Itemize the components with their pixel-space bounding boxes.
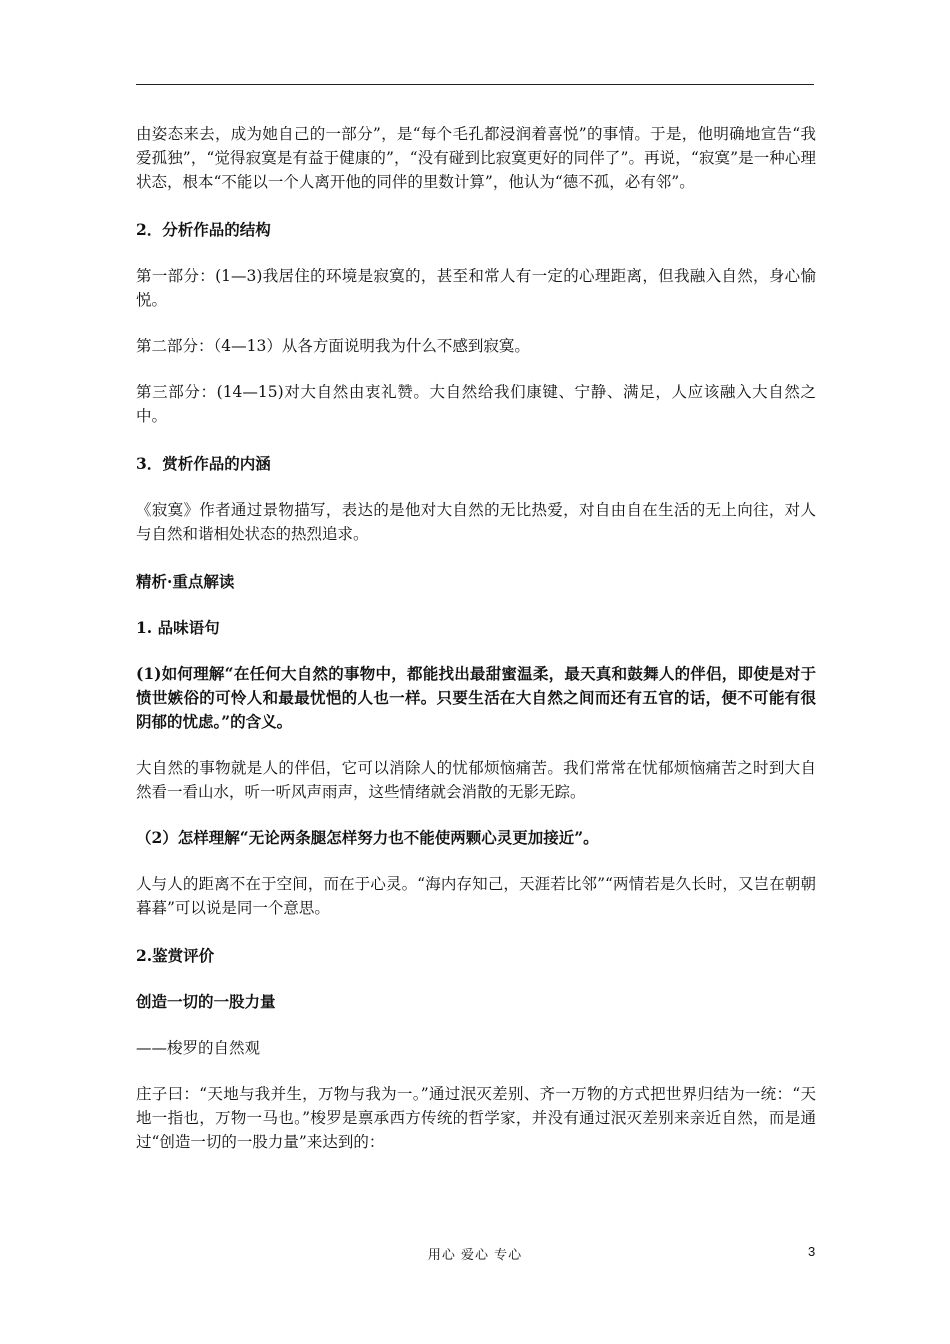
document-body	[136, 122, 816, 1154]
heading-key-reading: 精析·重点解读	[136, 572, 235, 591]
footer-motto: 用心 爱心 专心	[427, 1248, 523, 1263]
essay-paragraph: 庄子曰：“天地与我并生，万物与我为一。”通过泯灭差别、齐一万物的方式把世界归结为一统：“天地一指也，万物一马也。”梭罗是禀承西方传统的哲学家，并没有通过泯灭差别来亲近自然，而是通过“创造一切的一股力量”来达到的：	[136, 1085, 816, 1151]
paragraph-continuation: 由姿态来去，成为她自己的一部分”，是“每个毛孔都浸润着喜悦”的事情。于是，他明确地宣告“我爱孤独”，“觉得寂寞是有益于健康的”，“没有碰到比寂寞更好的同伴了”。再说，“寂寞”是一种心理状态，根本“不能以一个人离开他的同伴的里数计算”，他认为“德不孤，必有邻”。	[136, 125, 816, 191]
question-one: (1)如何理解“在任何大自然的事物中，都能找出最甜蜜温柔，最天真和鼓舞人的伴侣，即使是对于愤世嫉俗的可怜人和最最忧悒的人也一样。只要生活在大自然之间而还有五官的话，便不可能有很阴郁的忧虑。”的含义。	[136, 664, 816, 731]
question-two: （2）怎样理解“无论两条腿怎样努力也不能使两颗心灵更加接近”。	[136, 828, 599, 847]
answer-two: 人与人的距离不在于空间，而在于心灵。“海内存知己，天涯若比邻”“两情若是久长时，又岂在朝朝暮暮”可以说是同一个意思。	[136, 875, 816, 917]
answer-one: 大自然的事物就是人的伴侣，它可以消除人的忧郁烦恼痛苦。我们常常在忧郁烦恼痛苦之时到大自然看一看山水，听一听风声雨声，这些情绪就会消散的无影无踪。	[136, 759, 816, 801]
heading-connotation: 3．赏析作品的内涵	[136, 454, 271, 473]
essay-title: 创造一切的一股力量	[136, 992, 276, 1011]
paragraph-part-three: 第三部分：(14—15)对大自然由衷礼赞。大自然给我们康键、宁静、满足，人应该融入大自然之中。	[136, 383, 816, 425]
essay-subtitle: ——梭罗的自然观	[136, 1039, 261, 1057]
heading-structure-analysis: 2．分析作品的结构	[136, 220, 271, 239]
heading-appreciation: 2.鉴赏评价	[136, 946, 215, 965]
page-number: 3	[808, 1244, 816, 1259]
paragraph-connotation: 《寂寞》作者通过景物描写，表达的是他对大自然的无比热爱，对自由自在生活的无上向往，对人与自然和谐相处状态的热烈追求。	[136, 501, 816, 543]
paragraph-part-one: 第一部分：(1—3)我居住的环境是寂寞的，甚至和常人有一定的心理距离，但我融入自然，身心愉悦。	[136, 267, 816, 309]
paragraph-part-two: 第二部分：（4—13）从各方面说明我为什么不感到寂寞。	[136, 337, 530, 355]
header-rule	[136, 84, 814, 85]
heading-sentence-study: 1. 品味语句	[136, 618, 220, 637]
